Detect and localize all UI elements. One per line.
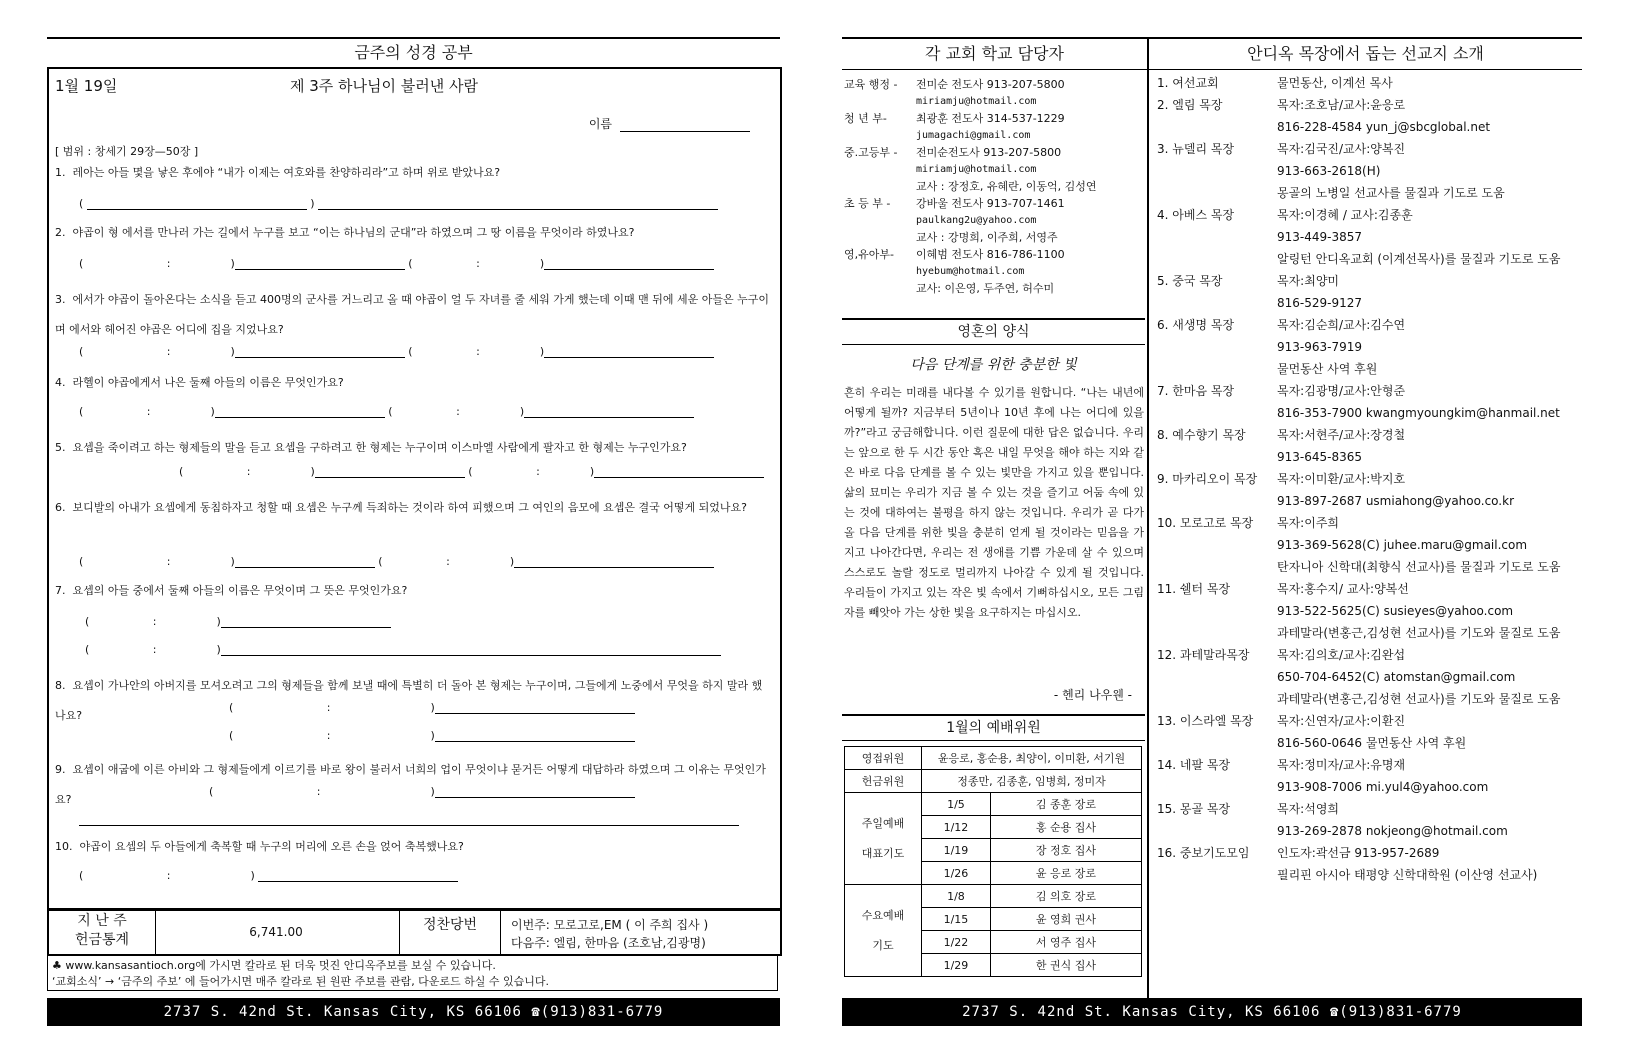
question-number: 2.: [55, 226, 66, 239]
mission-detail: 목자:서현주/교사:장경철: [1277, 428, 1406, 442]
duty-schedule: 이번주: 모로고로,EM ( 이 주희 집사 ) 다음주: 엘림, 한마음 (조호남,김광명): [511, 918, 709, 950]
table-row: 1/12 홍 순용 집사: [845, 816, 1142, 839]
mission-detail: 목자:김광명/교사:안형준: [1277, 384, 1406, 398]
mission-name: 2. 엘림 목장: [1157, 98, 1223, 112]
mission-detail: 목자:김국진/교사:양복진: [1277, 142, 1406, 156]
mission-detail: 목자:김의호/교사:김완섭: [1277, 648, 1406, 662]
mission-name: 5. 중국 목장: [1157, 274, 1223, 288]
mission-name: 4. 아베스 목장: [1157, 208, 1235, 222]
table-row: 1/22 서 영주 집사: [845, 931, 1142, 954]
question-number: 5.: [55, 441, 66, 454]
mission-name: 11. 쉘터 목장: [1157, 582, 1231, 596]
answer-blank[interactable]: ( : ) ( : ): [79, 257, 768, 273]
offering-label: 지 난 주 헌금통계: [74, 913, 130, 948]
list-item: [1157, 490, 1577, 512]
missions-header: 안디옥 목장에서 돕는 선교지 소개: [1149, 37, 1582, 70]
mission-detail: 물먼동산 사역 후원: [1277, 362, 1378, 376]
question-text: 요셉이 가나안의 아버지를 모셔오려고 그의 형제들을 함께 보낼 때에 특별히 더 돌아 본 형제는 누구이며, 그들에게 노중에서 무엇을 하지 말라 했나요?: [55, 679, 763, 722]
mission-detail: 목자:최양미: [1277, 274, 1340, 288]
mission-detail: 650-704-6452(C) atomstan@gmail.com: [1277, 670, 1516, 684]
column-divider: [1147, 37, 1149, 998]
question-text: 야곱이 형 에서를 만나러 가는 길에서 누구를 보고 “이는 하나님의 군대”라 하였으며 그 땅 이름을 무엇이라 하였나요?: [72, 226, 635, 239]
mission-name: 3. 뉴델리 목장: [1157, 142, 1235, 156]
worship-committee-header: 1월의 예배위원: [842, 714, 1145, 741]
question-2: [55, 225, 772, 241]
list-item: [1157, 94, 1577, 116]
mission-detail: 913-522-5625(C) susieyes@yahoo.com: [1277, 604, 1514, 618]
mission-detail: 목자:이경혜 / 교사:김종훈: [1277, 208, 1413, 222]
name-field[interactable]: [589, 115, 750, 132]
mission-name: 12. 과테말라목장: [1157, 648, 1250, 662]
mission-name: 1. 여선교회: [1157, 76, 1219, 90]
mission-name: 7. 한마음 목장: [1157, 384, 1235, 398]
soul-food-header: 영혼의 양식: [842, 318, 1145, 345]
mission-detail: 과테말라(변홍근,김성현 선교사)를 기도와 물질로 도움: [1277, 692, 1561, 706]
list-item: [1157, 864, 1577, 886]
list-item: [1157, 644, 1577, 666]
mission-detail: 목자:석영희: [1277, 802, 1340, 816]
mission-detail: 목자:이미환/교사:박지호: [1277, 472, 1406, 486]
list-item: [1157, 402, 1577, 424]
list-item: [1157, 380, 1577, 402]
question-text: 요셉의 아들 중에서 둘째 아들의 이름은 무엇이며 그 뜻은 무엇인가요?: [72, 584, 408, 597]
worksheet-heading: [55, 75, 774, 99]
answer-blank[interactable]: [79, 813, 768, 829]
list-item: [1157, 710, 1577, 732]
question-10: [55, 839, 772, 855]
list-item: [1157, 72, 1577, 94]
mission-name: 15. 몽골 목장: [1157, 802, 1231, 816]
list-item: [1157, 666, 1577, 688]
answer-blank[interactable]: ( : ) ( : ): [79, 405, 768, 421]
mission-detail: 816-529-9127: [1277, 296, 1363, 310]
list-item: [1157, 842, 1577, 864]
table-row: 주일예배 대표기도 1/5 김 종훈 장로: [845, 793, 1142, 816]
list-item: [1157, 138, 1577, 160]
missions-list: [1157, 72, 1577, 886]
mission-name: 14. 네팔 목장: [1157, 758, 1231, 772]
mission-detail: 알링턴 안디옥교회 (이계선목사)를 물질과 기도로 도움: [1277, 252, 1561, 266]
question-text: 요셉을 죽이려고 하는 형제들의 말을 듣고 요셉을 구하려고 한 형제는 누구이며 이스마엘 사람에게 팔자고 한 형제는 누구인가요?: [72, 441, 687, 454]
question-number: 8.: [55, 679, 66, 692]
question-1: [55, 165, 772, 181]
mission-detail: 913-645-8365: [1277, 450, 1363, 464]
question-number: 1.: [55, 166, 66, 179]
list-item: [1157, 622, 1577, 644]
staff-header: 각 교회 학교 담당자: [842, 37, 1147, 70]
mission-detail: 913-897-2687 usmiahong@yahoo.co.kr: [1277, 494, 1514, 508]
list-item: [1157, 512, 1577, 534]
list-item: [1157, 446, 1577, 468]
question-text: 보디발의 아내가 요셉에게 동침하자고 청할 때 요셉은 누구께 득죄하는 것이라 하여 피했으며 그 여인의 음모에 요셉은 결국 어떻게 되었나요?: [72, 501, 747, 514]
mission-detail: 물먼동산, 이계선 목사: [1277, 76, 1393, 90]
table-row: 1/29 한 권식 집사: [845, 954, 1142, 977]
contact-entry: 중.고등부 - 전미순전도사 913-207-5800 miriamju@hotmail.com 교사 : 장정호, 유혜란, 이동억, 김성연: [844, 146, 1097, 193]
table-row: 영접위원 윤응로, 홍순용, 최양이, 이미환, 서기원: [845, 747, 1142, 770]
list-item: [1157, 798, 1577, 820]
answer-blank[interactable]: ( ): [79, 197, 768, 213]
list-item: [1157, 336, 1577, 358]
mission-name: 10. 모로고로 목장: [1157, 516, 1254, 530]
list-item: [1157, 270, 1577, 292]
name-blank[interactable]: [620, 119, 750, 132]
offering-amount: 6,741.00: [155, 910, 396, 954]
list-item: [1157, 292, 1577, 314]
mission-detail: 탄자니아 신학대(최향식 선교사)를 물질과 기도로 도움: [1277, 560, 1561, 574]
list-item: [1157, 468, 1577, 490]
mission-name: 16. 중보기도모임: [1157, 846, 1250, 860]
answer-blank[interactable]: ( : ): [229, 729, 768, 745]
question-text: 레아는 아들 몇을 낳은 후에야 “내가 이제는 여호와를 찬양하리라”고 하며 위로 받았나요?: [72, 166, 501, 179]
list-item: [1157, 226, 1577, 248]
worship-committee-table: [844, 746, 1142, 977]
mission-name: 6. 새생명 목장: [1157, 318, 1235, 332]
list-item: [1157, 556, 1577, 578]
question-text: 라헬이 야곱에게서 나은 둘째 아들의 이름은 무엇인가요?: [72, 376, 344, 389]
table-row: 헌금위원 정종만, 김종훈, 임병희, 정미자: [845, 770, 1142, 793]
mission-name: 8. 예수향기 목장: [1157, 428, 1246, 442]
mission-detail: 816-353-7900 kwangmyoungkim@hanmail.net: [1277, 406, 1560, 420]
mission-detail: 몽골의 노병일 선교사를 물질과 기도로 도움: [1277, 186, 1505, 200]
answer-blank[interactable]: ( : ) ( : ): [179, 465, 768, 481]
mission-detail: 목자:신연자/교사:이환진: [1277, 714, 1406, 728]
mission-detail: 913-963-7919: [1277, 340, 1363, 354]
mission-detail: 목자:조호남/교사:윤응로: [1277, 98, 1406, 112]
question-number: 6.: [55, 501, 66, 514]
list-item: [1157, 116, 1577, 138]
worksheet-box: [47, 67, 782, 911]
devotion-author: - 헨리 나우웬 -: [1053, 688, 1132, 702]
mission-detail: 913-663-2618(H): [1277, 164, 1381, 178]
mission-detail: 목자:이주희: [1277, 516, 1340, 530]
devotion-text: 흔히 우리는 미래를 내다볼 수 있기를 원합니다. “나는 내년에 어떻게 될까? 지금부터 5년이나 10년 후에 나는 어디에 있을까?”라고 궁금해합니다. 이런 질문에 대한 답은 없습니다. 우리는 앞으로 한 두 시간 동안 혹은 내일 무엇을 해야 하는 지와 같은 바로 다음 단계를 볼 수 있는 빛만을 가지고 있을 뿐입니다. 삶의 묘미는 우리가 지금 볼 수 있는 것을 즐기고 어둠 속에 있는 것에 대하여는 불평을 하지 않는 것입니다. 우리가 곧 다가올 다음 단계를 위한 빛을 충분히 얻게 될 것이라는 믿음을 가지고 나아간다면, 우리는 전 생애를 기쁨 가운데 살 수 있으며 스스로도 놀랄 정도로 멀리까지 나아갈 수 있게 될 것입니다. 우리들이 가지고 있는 작은 빛 속에서 기뻐하십시오, 모든 그림자를 빼앗아 가는 상한 빛을 요구하지는 마십시오.: [844, 386, 1144, 619]
answer-blank[interactable]: ( : ): [85, 615, 768, 631]
address-bar-right: 2737 S. 42nd St. Kansas City, KS 66106 ☎(913)831-6779: [842, 998, 1582, 1026]
question-4: [55, 375, 772, 391]
answer-blank[interactable]: ( : ) ( : ): [79, 345, 768, 361]
wednesday-prayer-label: 수요예배 기도: [845, 885, 922, 977]
mission-detail: 816-228-4584 yun_j@sbcglobal.net: [1277, 120, 1491, 134]
question-number: 4.: [55, 376, 66, 389]
name-label: 이름: [588, 117, 612, 131]
table-row: 1/19 장 정호 집사: [845, 839, 1142, 862]
list-item: [1157, 248, 1577, 270]
mission-detail: 913-908-7006 mi.yul4@yahoo.com: [1277, 780, 1489, 794]
answer-blank[interactable]: ( : ) ( : ): [79, 555, 768, 571]
list-item: [1157, 600, 1577, 622]
mission-detail: 필리핀 아시아 태평양 신학대학원 (이산영 선교사): [1277, 868, 1538, 882]
list-item: [1157, 732, 1577, 754]
contact-entry: 청 년 부- 최광훈 전도사 314-537-1229 jumagachi@gmail.com: [844, 112, 1065, 141]
mission-name: 9. 마카리오이 목장: [1157, 472, 1258, 486]
list-item: [1157, 182, 1577, 204]
offering-footer: [47, 908, 782, 956]
question-text: 에서가 야곱이 돌아온다는 소식을 듣고 400명의 군사를 거느리고 올 때 야곱이 얼 두 자녀를 줄 세워 가게 했는데 이때 맨 뒤에 세운 아들은 누구이며 에서와 헤어진 야곱은 어디에 집을 지었나요?: [55, 293, 769, 336]
mission-detail: 913-269-2878 nokjeong@hotmail.com: [1277, 824, 1508, 838]
question-number: 9.: [55, 763, 66, 776]
list-item: [1157, 578, 1577, 600]
scripture-range: [ 범위 : 창세기 29장—50장 ]: [55, 145, 199, 158]
mission-detail: 과테말라(변홍근,김성현 선교사)를 기도와 물질로 도움: [1277, 626, 1561, 640]
sunday-prayer-label: 주일예배 대표기도: [845, 793, 922, 885]
list-item: [1157, 688, 1577, 710]
answer-blank[interactable]: ( : ): [229, 701, 768, 717]
mission-detail: 913-369-5628(C) juhee.maru@gmail.com: [1277, 538, 1528, 552]
list-item: [1157, 424, 1577, 446]
mission-detail: 목자:홍수지/ 교사:양복선: [1277, 582, 1409, 596]
table-row: 1/26 윤 응로 장로: [845, 862, 1142, 885]
question-3: [55, 285, 772, 345]
week-title: 제 3주 하나님이 불러낸 사람: [290, 77, 479, 95]
mission-detail: 816-560-0646 물먼동산 사역 후원: [1277, 736, 1467, 750]
devotion-title: 다음 단계를 위한 충분한 빛: [910, 357, 1077, 373]
mission-detail: 목자:정미자/교사:유명재: [1277, 758, 1406, 772]
mission-detail: 목자:김순희/교사:김수연: [1277, 318, 1406, 332]
mission-detail: 인도자:곽선금 913-957-2689: [1277, 846, 1440, 860]
question-6: [55, 493, 772, 523]
week-date: 1월 19일: [55, 77, 118, 95]
contact-entry: 초 등 부 - 강바울 전도사 913-707-1461 paulkang2u@yahoo.com 교사 : 강명희, 이주희, 서영주: [844, 197, 1065, 244]
list-item: [1157, 160, 1577, 182]
answer-blank[interactable]: ( : ): [79, 869, 768, 885]
list-item: [1157, 534, 1577, 556]
table-row: 1/15 윤 영희 권사: [845, 908, 1142, 931]
contact-entry: 영,유아부- 이혜범 전도사 816-786-1100 hyebum@hotmail.com 교사: 이은영, 두주연, 허수미: [844, 248, 1065, 295]
question-number: 7.: [55, 584, 66, 597]
question-text: 요셉이 애굽에 이른 아비와 그 형제들에게 이르기를 바로 왕이 불러서 너희의 업이 무엇이냐 묻거든 어떻게 대답하라 하였으며 그 이유는 무엇인가요?: [55, 763, 766, 806]
contact-entry: 교육 행정 - 전미순 전도사 913-207-5800 miriamju@hotmail.com: [844, 78, 1065, 107]
list-item: [1157, 776, 1577, 798]
answer-blank[interactable]: ( : ): [85, 643, 768, 659]
question-7: [55, 583, 772, 599]
table-row: 수요예배 기도 1/8 김 의호 장로: [845, 885, 1142, 908]
website-note: ♣ www.kansasantioch.org에 가시면 칼라로 된 더욱 멋진 안디옥주보를 보실 수 있습니다. ‘교회소식’ → ‘금주의 주보’ 에 들어가시면 매주 칼라로 된 원판 주보를 관람, 다운로드 하실 수 있습니다.: [47, 955, 778, 991]
question-5: [55, 433, 772, 463]
list-item: [1157, 204, 1577, 226]
mission-detail: 913-449-3857: [1277, 230, 1363, 244]
address-bar-left: 2737 S. 42nd St. Kansas City, KS 66106 ☎(913)831-6779: [47, 998, 780, 1026]
list-item: [1157, 820, 1577, 842]
question-number: 3.: [55, 293, 66, 306]
answer-blank[interactable]: ( : ): [209, 785, 768, 801]
mission-name: 13. 이스라엘 목장: [1157, 714, 1254, 728]
staff-contacts: [844, 76, 1144, 297]
list-item: [1157, 754, 1577, 776]
list-item: [1157, 358, 1577, 380]
choir-duty-label: 정찬당번: [399, 910, 501, 954]
question-number: 10.: [55, 840, 73, 853]
list-item: [1157, 314, 1577, 336]
question-text: 야곱이 요셉의 두 아들에게 축복할 때 누구의 머리에 오른 손을 얹어 축복했나요?: [79, 840, 464, 853]
bible-study-header: 금주의 성경 공부: [47, 37, 780, 69]
